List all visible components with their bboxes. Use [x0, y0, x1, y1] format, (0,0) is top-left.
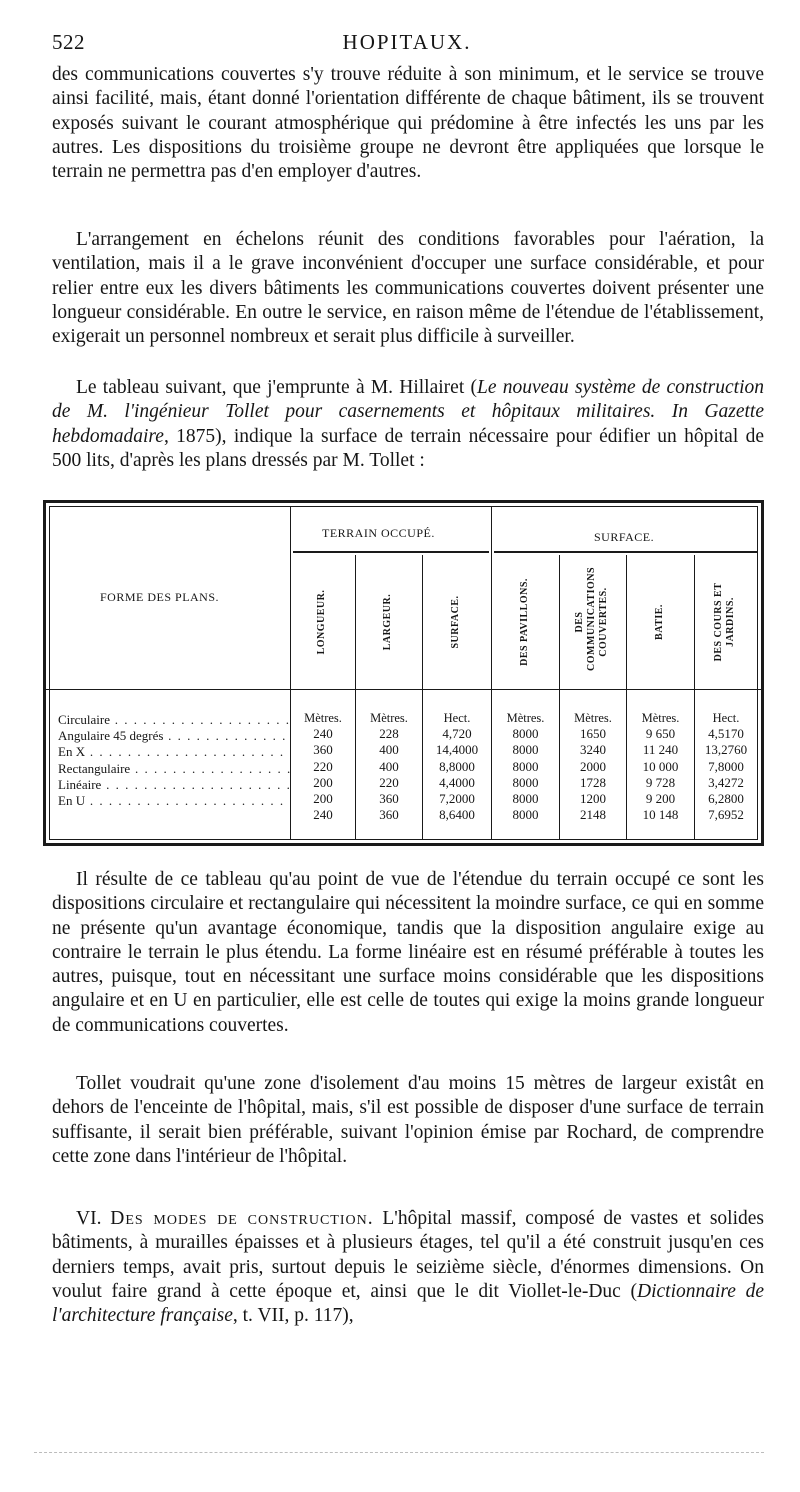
unit-label: Mètres.	[304, 711, 342, 725]
table-cell: 1728	[580, 774, 606, 790]
table-cell: 7,8000	[708, 758, 744, 774]
table-column-rule	[559, 555, 560, 840]
column-values-longueur	[292, 710, 354, 823]
table-cell: 9 650	[645, 726, 676, 742]
column-values-batie	[628, 710, 693, 823]
unit-label: Mètres.	[574, 711, 612, 725]
paragraph-5: Tollet voudrait qu'une zone d'isolement d'au moins 15 mètres de largeur existât en dehors de l'enceinte de l'hôpital, mais, s'il est possible de disposer d'une surface de terrain suffisante, il serait bien préférable, suivant l'opinion émise par Rochard, de comprendre cette zone dans l'intérieur de l'hôpital.	[52, 1073, 764, 1167]
table-cell: 360	[313, 742, 333, 758]
row-label: Linéaire . . .	[58, 777, 290, 793]
table-cell: 13,2760	[704, 742, 748, 758]
unit-label: Mètres.	[370, 711, 408, 725]
table-cell: 8000	[512, 807, 539, 823]
table-cell: 2148	[580, 807, 606, 823]
paragraph-6-text: L'hôpital massif, composé de vastes et solides bâtiments, à murailles épaisses et à plusieurs étages, tel qu'il a été construit jusqu'en ces derniers temps, avait pris, surtout depuis le seizième siècle, d'énormes dimensions. On voulut faire grand à cette époque et, ainsi que le dit Viollet-le-Duc (	[52, 1208, 764, 1302]
table-cell: 240	[313, 726, 333, 742]
paragraph-1: des communications couvertes s'y trouve réduite à son minimum, et le service se trouve ainsi facilité, mais, étant donné l'orientation différente de chaque bâtiment, ils se trouvent exposés suivant le courant atmosphérique qui prédomine à être infectés les uns par les autres. Les dispositions du troisième groupe ne devront être appliquées que lorsque le terrain ne permettra pas d'en employer d'autres.	[52, 64, 764, 183]
column-values-pavillons	[493, 710, 558, 823]
table-cell: 2000	[580, 758, 606, 774]
row-header-forme: FORME DES PLANS.	[100, 590, 220, 604]
table-cell: 8,8000	[439, 758, 475, 774]
table-cell: 228	[379, 726, 399, 742]
table-cell: 8000	[512, 758, 539, 774]
row-label: Circulaire . . .	[58, 712, 290, 728]
table-cell: 8000	[512, 774, 539, 790]
column-values-surface	[424, 710, 490, 823]
section-number: VI.	[76, 1208, 111, 1229]
table-cell: 200	[313, 774, 333, 790]
running-title: HOPITAUX.	[342, 30, 472, 54]
column-header-largeur: LARGEUR.	[382, 593, 393, 651]
table-cell: 200	[313, 791, 333, 807]
column-header-surface: SURFACE.	[450, 595, 461, 649]
paragraph-3-text: Le tableau suivant, que j'emprunte à M. Hillairet (	[76, 377, 477, 398]
column-values-communications	[561, 710, 625, 823]
table-cell: 1200	[580, 791, 606, 807]
table-column-rule	[290, 506, 291, 840]
table-cell: 8000	[512, 726, 539, 742]
table-column-rule	[355, 555, 356, 840]
table-cell: 220	[313, 758, 333, 774]
unit-label: Mètres.	[506, 711, 545, 725]
table-cell: 9 728	[645, 774, 676, 790]
citation-hillairet: Le nouveau système de construction de M. l'ingénieur Tollet pour casernements et hôpitaux militaires. In Gazette hebdomadaire	[52, 377, 764, 447]
table-cell: 4,720	[442, 726, 472, 742]
citation-viollet-le-duc: Dictionnaire de l'architecture française	[52, 1280, 765, 1327]
table-cell: 8000	[512, 742, 539, 758]
page-bottom-rule	[34, 1452, 764, 1453]
table-cell: 10 148	[642, 807, 679, 823]
table-column-rule	[491, 506, 492, 840]
column-header-batie: BATIE.	[654, 604, 665, 640]
paragraph-6	[52, 1207, 764, 1328]
table-column-rule	[422, 555, 423, 840]
unit-label: Hect.	[712, 711, 740, 725]
table-cell: 400	[379, 758, 399, 774]
table-header-rule	[46, 689, 761, 690]
group-header-surface: SURFACE.	[594, 530, 655, 544]
row-label: En U . . .	[58, 793, 290, 809]
paragraph-2: L'arrangement en échelons réunit des conditions favorables pour l'aération, la ventilation, mais il a le grave inconvénient d'occuper une surface considérable, et pour relier entre eux les divers bâtiments les communications couvertes doivent présenter une longueur considérable. En outre le service, en raison même de l'étendue de l'établissement, exigerait un personnel nombreux et serait plus difficile à surveiller.	[52, 229, 764, 348]
table-cell: 7,2000	[439, 791, 475, 807]
column-header-cours-jardins: DES COURS ET JARDINS.	[713, 582, 736, 662]
table-group-rule	[494, 551, 758, 553]
table-column-rule	[694, 555, 695, 840]
table-group-rule	[293, 551, 489, 553]
paragraph-3-text-end: , 1875), indique la surface de terrain nécessaire pour édifier un hôpital de 500 lits, d'après les plans dressés par M. Tollet :	[52, 425, 764, 471]
table-cell: 11 240	[642, 742, 679, 758]
row-label: Angulaire 45 degrés . . .	[58, 728, 290, 744]
table-cell: 360	[379, 807, 399, 823]
table-cell: 400	[379, 742, 399, 758]
table-cell: 220	[379, 774, 399, 790]
page-header	[52, 30, 762, 60]
column-values-largeur	[357, 710, 421, 823]
column-values-cours-jardins	[696, 710, 756, 823]
table-cell: 8000	[512, 791, 539, 807]
group-header-terrain: TERRAIN OCCUPÉ.	[322, 526, 435, 540]
unit-label: Mètres.	[641, 711, 680, 725]
table-cell: 4,5170	[708, 726, 744, 742]
row-label: En X . . .	[58, 744, 290, 760]
table-cell: 6,2800	[708, 791, 744, 807]
table-cell: 4,4000	[439, 774, 475, 790]
column-header-longueur: LONGUEUR.	[316, 589, 327, 655]
table-cell: 9 200	[645, 791, 676, 807]
row-label: Rectangulaire . . .	[58, 761, 290, 777]
table-cell: 8,6400	[439, 807, 475, 823]
paragraph-6-text-end: , t. VII, p. 117),	[232, 1305, 354, 1327]
table-cell: 1650	[580, 726, 606, 742]
column-header-communications: DES COMMUNICATIONS COUVERTES.	[574, 566, 609, 671]
section-heading: Des modes de construction.	[110, 1208, 374, 1229]
table-cell: 14,4000	[435, 742, 479, 758]
table-column-rule	[626, 555, 627, 840]
table-cell: 10 000	[642, 758, 679, 774]
paragraph-4: Il résulte de ce tableau qu'au point de vue de l'étendue du terrain occupé ce sont les dispositions circulaire et rectangulaire qui nécessitent la moindre surface, ce qui en somme ne présente qu'un avantage économique, tandis que la disposition angulaire exige au contraire le terrain le plus étendu. La forme linéaire est en résumé préférable à toutes les autres, puisque, tout en nécessitant une surface moins considérable que les dispositions angulaire et en U en particulier, elle est celle de toutes qui exige la moins grande longueur de communications couvertes.	[52, 869, 764, 1036]
table-cell: 240	[313, 807, 333, 823]
page-number: 522	[52, 30, 85, 54]
table-cell: 7,6952	[708, 807, 744, 823]
unit-label: Hect.	[443, 711, 471, 725]
row-labels	[58, 712, 290, 809]
table-cell: 3,4272	[708, 774, 744, 790]
table-cell: 360	[379, 791, 399, 807]
paragraph-3	[52, 376, 764, 473]
column-header-pavillons: DES PAVILLONS.	[519, 578, 530, 666]
table-cell: 3240	[580, 742, 606, 758]
